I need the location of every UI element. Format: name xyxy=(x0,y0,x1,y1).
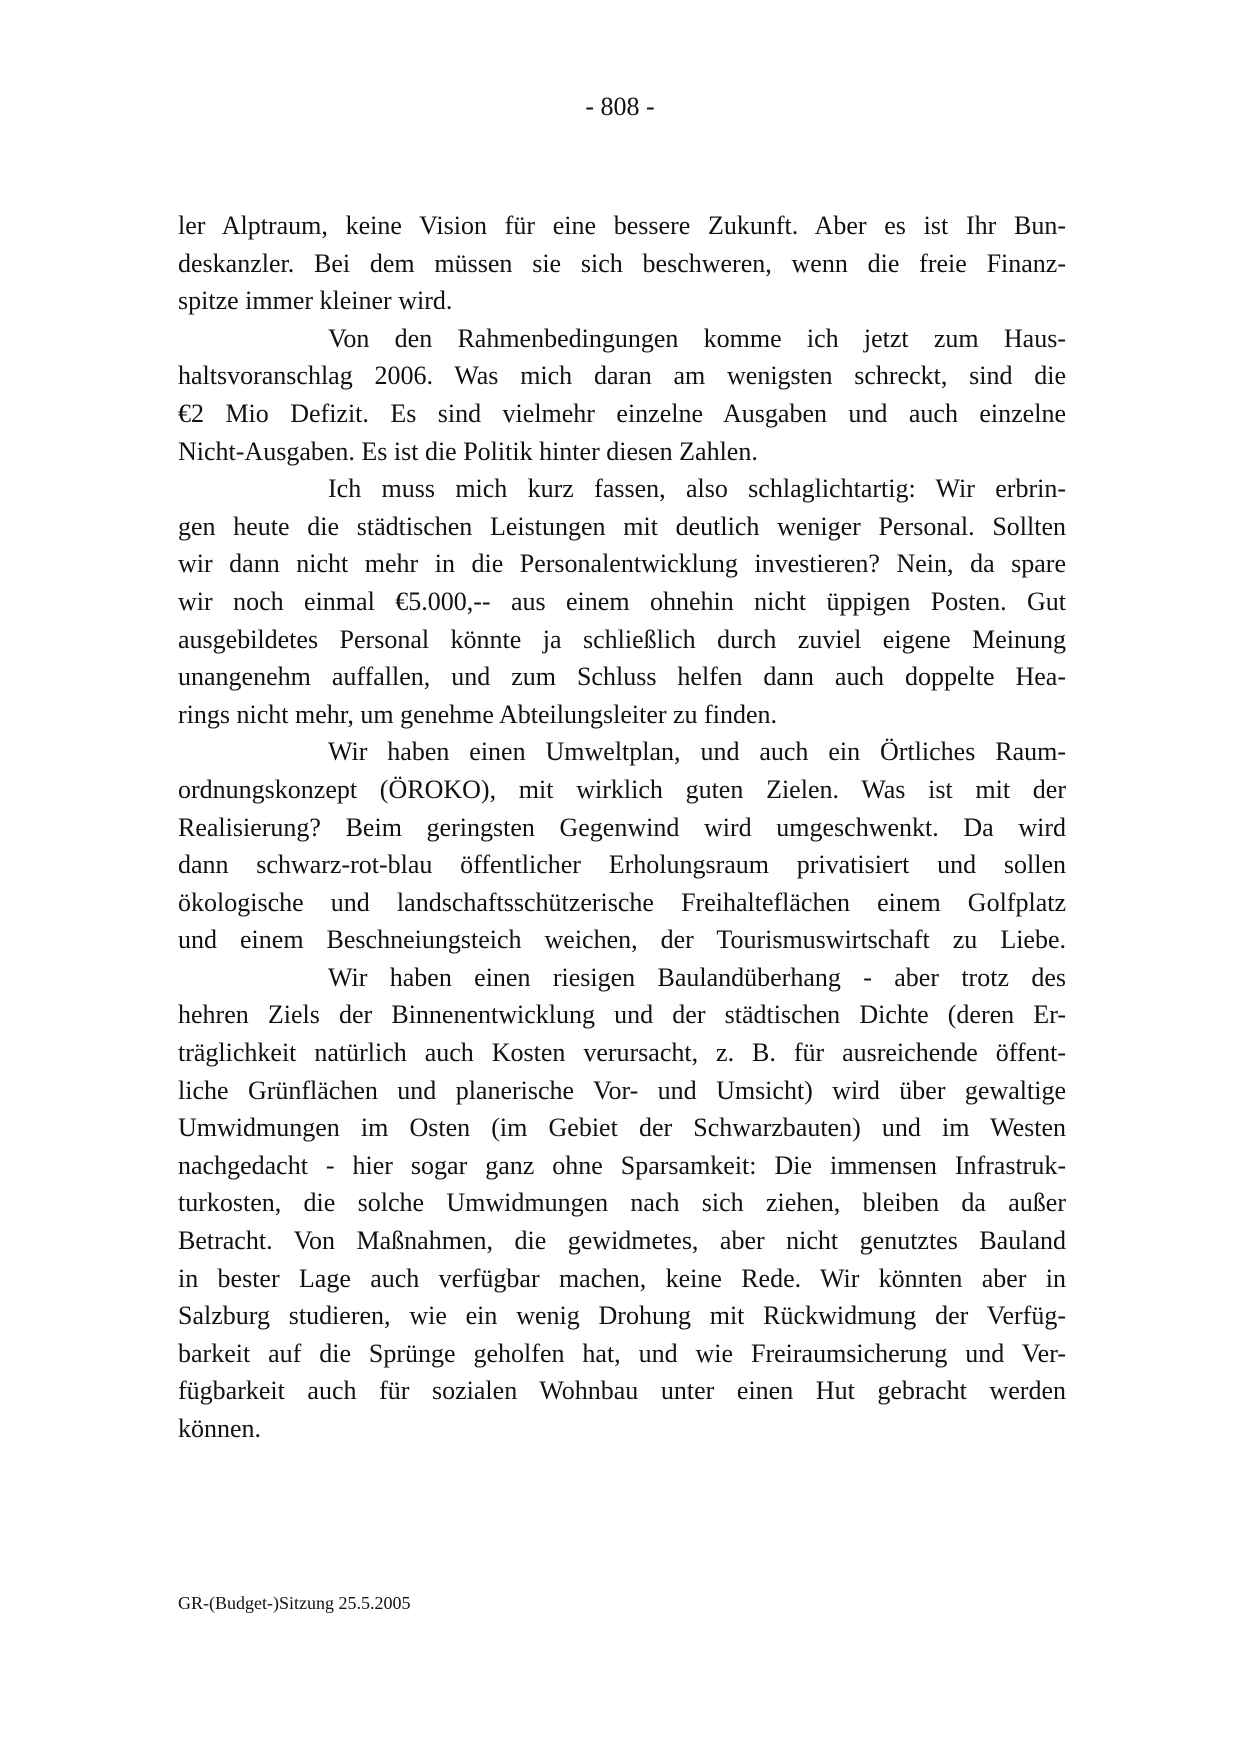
text-line: träglichkeit natürlich auch Kosten verursacht, z. B. für ausreichende öffent- xyxy=(178,1038,1066,1068)
text-line: unangenehm auffallen, und zum Schluss helfen dann auch doppelte Hea- xyxy=(178,662,1066,692)
text-line: dann schwarz-rot-blau öffentlicher Erholungsraum privatisiert und sollen xyxy=(178,850,1066,880)
text-line: Wir haben einen riesigen Baulandüberhang - aber trotz des xyxy=(328,962,1066,992)
text-line: €2 Mio Defizit. Es sind vielmehr einzelne Ausgaben und auch einzelne xyxy=(178,398,1066,428)
text-line: ausgebildetes Personal könnte ja schließlich durch zuviel eigene Meinung xyxy=(178,624,1066,654)
text-line: haltsvoranschlag 2006. Was mich daran am wenigsten schreckt, sind die xyxy=(178,361,1066,391)
text-line: nachgedacht - hier sogar ganz ohne Sparsamkeit: Die immensen Infrastruk- xyxy=(178,1150,1066,1180)
text-line: ordnungskonzept (ÖROKO), mit wirklich guten Zielen. Was ist mit der xyxy=(178,774,1066,804)
text-line: in bester Lage auch verfügbar machen, keine Rede. Wir könnten aber in xyxy=(178,1263,1066,1293)
text-line: Realisierung? Beim geringsten Gegenwind wird umgeschwenkt. Da wird xyxy=(178,812,1066,842)
text-line: Von den Rahmenbedingungen komme ich jetzt zum Haus- xyxy=(328,323,1066,353)
text-line: ler Alptraum, keine Vision für eine bessere Zukunft. Aber es ist Ihr Bun- xyxy=(178,211,1066,240)
text-line: ökologische und landschaftsschützerische Freihalteflächen einem Golfplatz xyxy=(178,887,1066,917)
text-line: liche Grünflächen und planerische Vor- und Umsicht) wird über gewaltige xyxy=(178,1075,1066,1105)
text-line: Umwidmungen im Osten (im Gebiet der Schwarzbauten) und im Westen xyxy=(178,1113,1066,1143)
text-line: fügbarkeit auch für sozialen Wohnbau unter einen Hut gebracht werden xyxy=(178,1376,1066,1406)
text-line: Salzburg studieren, wie ein wenig Drohung mit Rückwidmung der Verfüg- xyxy=(178,1301,1066,1331)
text-line: Ich muss mich kurz fassen, also schlaglichtartig: Wir erbrin- xyxy=(328,474,1066,504)
text-line: deskanzler. Bei dem müssen sie sich beschweren, wenn die freie Finanz- xyxy=(178,248,1066,278)
text-line: und einem Beschneiungsteich weichen, der Tourismuswirtschaft zu Liebe. xyxy=(178,925,1066,955)
text-line: turkosten, die solche Umwidmungen nach sich ziehen, bleiben da außer xyxy=(178,1188,1066,1218)
text-line: wir dann nicht mehr in die Personalentwicklung investieren? Nein, da spare xyxy=(178,549,1066,579)
text-line: Nicht-Ausgaben. Es ist die Politik hinter diesen Zahlen. xyxy=(178,436,758,466)
text-line: Wir haben einen Umweltplan, und auch ein Örtliches Raum- xyxy=(328,737,1066,767)
footer-session-label: GR-(Budget-)Sitzung 25.5.2005 xyxy=(178,1593,411,1613)
text-line: gen heute die städtischen Leistungen mit deutlich weniger Personal. Sollten xyxy=(178,511,1066,541)
body-text xyxy=(178,207,1066,1448)
page-number: - 808 - xyxy=(585,92,655,121)
text-line: hehren Ziels der Binnenentwicklung und der städtischen Dichte (deren Er- xyxy=(178,1000,1066,1030)
text-line: rings nicht mehr, um genehme Abteilungsleiter zu finden. xyxy=(178,699,777,729)
text-line: spitze immer kleiner wird. xyxy=(178,286,453,316)
text-line: können. xyxy=(178,1414,262,1443)
text-line: wir noch einmal €5.000,-- aus einem ohnehin nicht üppigen Posten. Gut xyxy=(178,586,1066,616)
text-line: barkeit auf die Sprünge geholfen hat, und wie Freiraumsicherung und Ver- xyxy=(178,1338,1066,1368)
text-line: Betracht. Von Maßnahmen, die gewidmetes, aber nicht genutztes Bauland xyxy=(178,1226,1066,1256)
